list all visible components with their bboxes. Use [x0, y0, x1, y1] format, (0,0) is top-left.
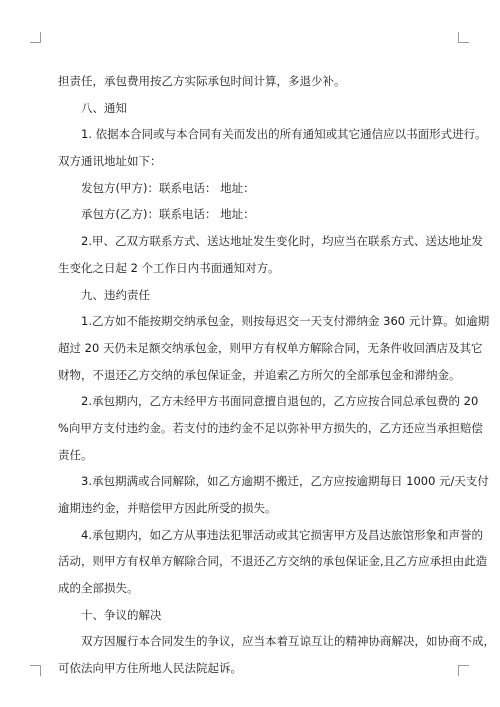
document-line: 发包方(甲方)：联系电话： 地址：	[81, 180, 255, 195]
document-line: 1.乙方如不能按期交纳承包金，则按每迟交一天支付滞纳金 360 元计算。如逾期	[81, 314, 490, 329]
crop-mark-top-left	[30, 32, 41, 43]
document-body	[58, 68, 495, 682]
crop-mark-top-right	[458, 32, 469, 43]
document-line: 九、违约责任	[81, 287, 150, 302]
document-line: 活动，则甲方有权单方解除合同，不退还乙方交纳的承包保证金,且乙方应承担由此造	[58, 554, 488, 569]
document-line: %向甲方支付违约金。若支付的违约金不足以弥补甲方损失的，乙方还应当承担赔偿	[58, 420, 483, 435]
document-line: 双方通讯地址如下：	[58, 154, 162, 169]
document-line: 责任。	[58, 447, 93, 462]
document-line: 2.承包期内，乙方未经甲方书面同意擅自退包的，乙方应按合同总承包费的 20	[81, 394, 479, 409]
document-line: 3.承包期满或合同解除，如乙方逾期不搬迁，乙方应按逾期每日 1000 元/天支付	[81, 474, 489, 489]
document-line: 双方因履行本合同发生的争议，应当本着互谅互让的精神协商解决，如协商不成，	[81, 634, 495, 649]
document-line: 可依法向甲方住所地人民法院起诉。	[58, 661, 242, 676]
document-line: 超过 20 天仍未足额交纳承包金，则甲方有权单方解除合同，无条件收回酒店及其它	[58, 340, 483, 355]
crop-mark-bottom-right	[458, 665, 469, 676]
crop-mark-bottom-left	[30, 665, 41, 676]
document-line: 2.甲、乙双方联系方式、送达地址发生变化时，均应当在联系方式、送达地址发	[81, 234, 483, 249]
document-line: 生变化之日起 2 个工作日内书面通知对方。	[58, 260, 280, 275]
document-line: 逾期违约金，并赔偿甲方因此所受的损失。	[58, 501, 277, 515]
document-line: 八、通知	[81, 100, 127, 115]
document-line: 担责任，承包费用按乙方实际承包时间计算，多退少补。	[58, 74, 346, 88]
document-line: 1. 依据本合同或与本合同有关而发出的所有通知或其它通信应以书面形式进行。	[81, 127, 487, 142]
document-line: 财物，不退还乙方交纳的承包保证金，并追索乙方所欠的全部承包金和滞纳金。	[58, 367, 461, 382]
document-line: 十、争议的解决	[81, 607, 162, 622]
document-line: 成的全部损失。	[58, 581, 139, 596]
document-line: 4.承包期内，如乙方从事违法犯罪活动或其它损害甲方及昌达旅馆形象和声誉的	[81, 527, 483, 542]
document-line: 承包方(乙方)：联系电话： 地址：	[81, 207, 255, 222]
